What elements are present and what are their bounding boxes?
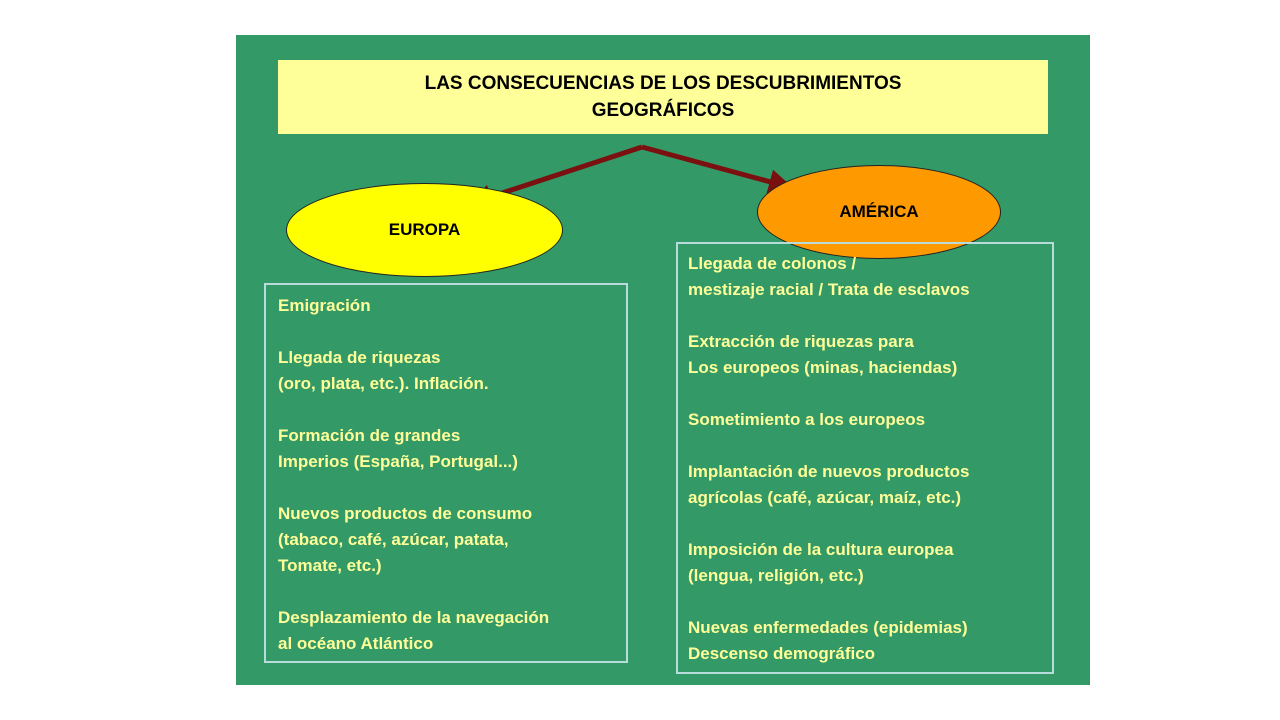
- title-line-1: LAS CONSECUENCIAS DE LOS DESCUBRIMIENTOS: [424, 73, 902, 94]
- europa-item: Emigración: [278, 296, 371, 315]
- europa-item: Desplazamiento de la navegación al océano Atlántico: [278, 608, 550, 653]
- europa-label: EUROPA: [388, 220, 461, 239]
- title-line-2: GEOGRÁFICOS: [591, 100, 735, 121]
- america-item: Nuevas enfermedades (epidemias) Descenso demográfico: [688, 618, 968, 663]
- america-label: AMÉRICA: [839, 202, 919, 221]
- america-item: Llegada de colonos / mestizaje racial / Trata de esclavos: [688, 254, 970, 299]
- america-item: Implantación de nuevos productos agrícolas (café, azúcar, maíz, etc.): [688, 462, 970, 507]
- europa-item: Nuevos productos de consumo (tabaco, café, azúcar, patata, Tomate, etc.): [278, 504, 533, 575]
- europa-item: Llegada de riquezas (oro, plata, etc.). Inflación.: [278, 348, 489, 393]
- title-box: [278, 60, 1048, 134]
- europa-node: [286, 183, 563, 277]
- america-consequences: [676, 242, 1054, 674]
- america-item: Imposición de la cultura europea (lengua, religión, etc.): [688, 540, 954, 585]
- america-item: Sometimiento a los europeos: [688, 410, 926, 429]
- arrow-to-america: [642, 147, 789, 187]
- europa-item: Formación de grandes Imperios (España, Portugal...): [278, 426, 518, 471]
- europa-consequences: [264, 283, 628, 663]
- slide: [236, 35, 1090, 685]
- america-item: Extracción de riquezas para Los europeos (minas, haciendas): [688, 332, 958, 377]
